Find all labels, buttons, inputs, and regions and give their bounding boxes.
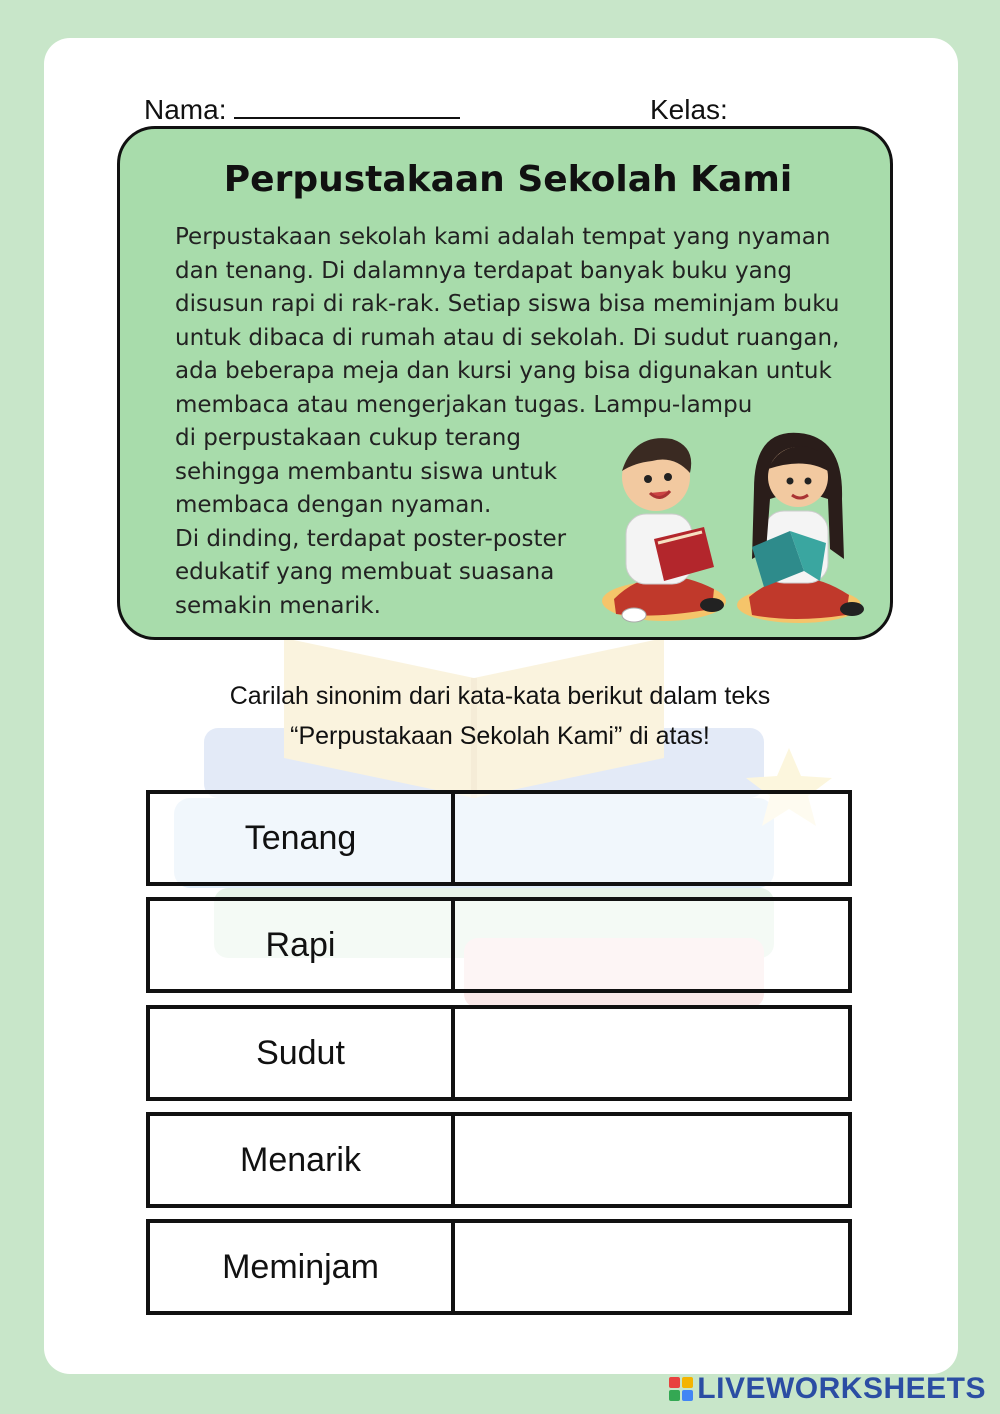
answer-field[interactable]	[455, 1009, 848, 1097]
reading-line: membaca dengan nyaman.	[175, 492, 492, 518]
table-row	[146, 1219, 852, 1315]
table-row	[146, 790, 852, 886]
reading-line: Di dinding, terdapat poster-poster	[175, 525, 567, 552]
reading-line: edukatif yang membuat suasana	[175, 559, 555, 585]
reading-line: untuk dibaca di rumah atau di sekolah. Di sudut ruangan,	[175, 324, 840, 351]
children-reading-icon	[594, 419, 874, 629]
reading-line: semakin menarik.	[175, 592, 381, 619]
instruction-line-2: “Perpustakaan Sekolah Kami” di atas!	[290, 722, 710, 750]
word-cell: Rapi	[150, 901, 455, 989]
answer-field[interactable]	[455, 794, 848, 882]
word-cell: Meminjam	[150, 1223, 455, 1311]
word-cell: Menarik	[150, 1116, 455, 1204]
brand-name: LIVEWORKSHEETS	[697, 1372, 986, 1405]
answer-field[interactable]	[455, 1116, 848, 1204]
brand-logo[interactable]	[669, 1372, 986, 1406]
word-cell: Sudut	[150, 1009, 455, 1097]
name-label: Nama:	[144, 94, 227, 125]
liveworksheets-icon	[669, 1377, 693, 1401]
reading-line: sehingga membantu siswa untuk	[175, 458, 558, 485]
name-field[interactable]	[144, 94, 460, 126]
table-row	[146, 1005, 852, 1101]
reading-line: membaca atau mengerjakan tugas. Lampu-lampu	[175, 391, 753, 418]
table-row	[146, 897, 852, 993]
answer-field[interactable]	[455, 1223, 848, 1311]
reading-line: Perpustakaan sekolah kami adalah tempat yang nyaman	[175, 224, 831, 250]
reading-title: Perpustakaan Sekolah Kami	[223, 159, 793, 200]
word-cell: Tenang	[150, 794, 455, 882]
instruction-line-1: Carilah sinonim dari kata-kata berikut dalam teks	[229, 682, 771, 710]
reading-box	[117, 126, 893, 640]
reading-line: dan tenang. Di dalamnya terdapat banyak buku yang	[175, 257, 792, 284]
reading-line: disusun rapi di rak-rak. Setiap siswa bisa meminjam buku	[175, 291, 840, 317]
reading-line: di perpustakaan cukup terang	[175, 425, 521, 451]
reading-line: ada beberapa meja dan kursi yang bisa digunakan untuk	[175, 358, 832, 384]
answer-field[interactable]	[455, 901, 848, 989]
table-row	[146, 1112, 852, 1208]
name-line[interactable]	[234, 97, 460, 119]
class-label: Kelas:	[650, 94, 728, 125]
